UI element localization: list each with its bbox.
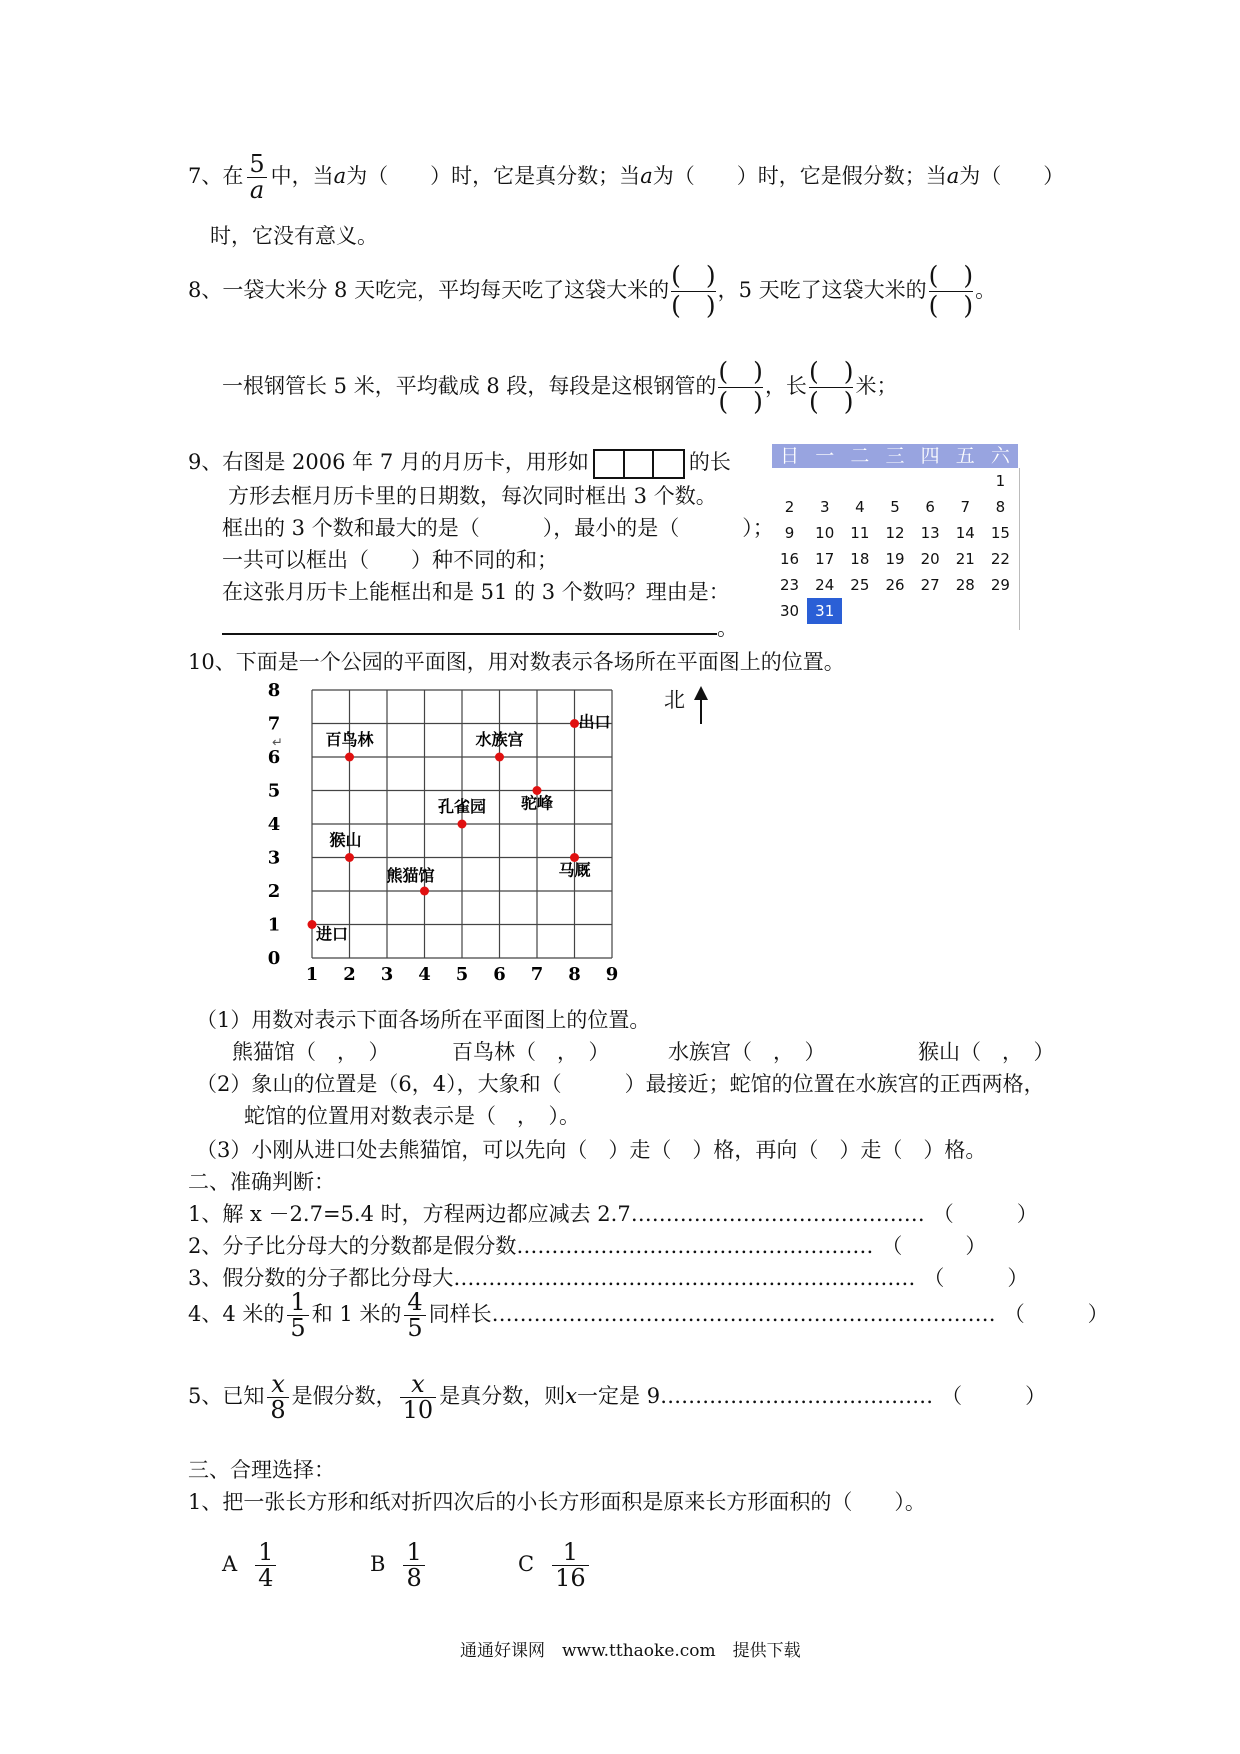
y-tick-label: 6 (267, 747, 281, 768)
calendar-day-31: 31 (807, 598, 842, 624)
place-dot (420, 887, 429, 896)
q9-line5: 在这张月历卡上能框出和是 51 的 3 个数吗？理由是： (222, 580, 730, 604)
place-label: 熊猫馆 (386, 866, 435, 885)
park-map (240, 682, 630, 1002)
calendar-day-15: 15 (990, 524, 1010, 542)
q8-blank-fraction-4: ( ) ( ) (808, 357, 854, 416)
stray-mark: ↵ (272, 735, 283, 751)
part2-heading: 二、准确判断： (188, 1170, 335, 1194)
calendar-day-29: 29 (990, 576, 1010, 594)
calendar-day-9: 9 (784, 524, 795, 542)
calendar-day-27: 27 (920, 576, 940, 594)
judge-item-5: 5、已知 $\frac{x}{8}$ 是假分数， $\frac{x}{10}$ 是真分数，则x一定是 9………………………………… （ ） (188, 1370, 1047, 1425)
y-tick-label: 5 (267, 780, 281, 802)
calendar-day-14: 14 (955, 524, 975, 542)
weekday-2: 二 (850, 445, 870, 467)
calendar-day-7: 7 (960, 498, 971, 516)
place-dot (458, 820, 467, 829)
choice-q1: 1、把一张长方形和纸对折四次后的小长方形面积是原来长方形面积的（ ）。 (188, 1490, 926, 1514)
calendar-empty-cell (913, 468, 948, 494)
calendar-divider (1019, 468, 1020, 630)
q9-line4: 一共可以框出（ ）种不同的和； (222, 548, 558, 572)
judge-item-1: 1、解 x －2.7=5.4 时，方程两边都应减去 2.7…………………………………… （ ） (188, 1202, 1038, 1226)
calendar-day-17: 17 (815, 550, 835, 568)
x-tick-label: 1 (305, 964, 319, 985)
calendar-empty-cell (842, 468, 877, 494)
place-label: 驼峰 (520, 793, 554, 813)
q9-line3: 框出的 3 个数和最大的是（ ），最小的是（ ）； (222, 516, 774, 540)
answer-underline (222, 615, 717, 635)
calendar-day-19: 19 (885, 550, 905, 568)
calendar-day-16: 16 (780, 550, 800, 568)
calendar-empty-cell (948, 468, 983, 494)
x-tick-label: 5 (455, 964, 469, 985)
place-dot (345, 853, 354, 862)
north-indicator (664, 684, 712, 724)
q8-line1: 8、一袋大米分 8 天吃完，平均每天吃了这袋大米的 ( ) ( ) ，5 天吃了这袋大米的 ( ) ( ) 。 (188, 261, 997, 320)
y-tick-label: 8 (267, 682, 281, 701)
y-tick-label: 4 (267, 814, 281, 835)
calendar-day-24: 24 (815, 576, 835, 594)
y-tick-label: 7 (267, 713, 281, 735)
q8-blank-fraction-3: ( ) ( ) (718, 357, 763, 416)
calendar-day-25: 25 (850, 576, 870, 594)
calendar-day-4: 4 (855, 498, 865, 516)
q8-blank-fraction-2: ( ) ( ) (928, 261, 974, 320)
choice-option-b: B $\frac{1}{8}$ (370, 1540, 428, 1591)
calendar-empty-cell (877, 468, 912, 494)
three-cell-frame (593, 449, 685, 479)
calendar-day-22: 22 (990, 550, 1010, 568)
calendar-day-3: 3 (819, 498, 830, 516)
north-label: 北 (664, 688, 685, 712)
q10-sub1-item-4: 猴山（ ， ） (918, 1040, 1055, 1064)
q10-sub1: （1）用数对表示下面各场所在平面图上的位置。 (196, 1008, 651, 1032)
calendar-weekday-header (772, 444, 1018, 468)
calendar-day-grid (772, 468, 1018, 624)
q7-fraction: $\frac{5}{a}$ (246, 152, 267, 203)
place-label: 进口 (316, 924, 349, 944)
footer: 通通好课网 www.tthaoke.com 提供下载 (460, 1641, 801, 1661)
x-tick-label: 6 (493, 964, 506, 985)
weekday-4: 四 (920, 445, 940, 467)
x-tick-label: 2 (343, 964, 356, 985)
weekday-6: 六 (990, 445, 1010, 467)
calendar-day-11: 11 (850, 524, 870, 542)
q7-line2: 时，它没有意义。 (210, 224, 378, 248)
calendar-day-21: 21 (955, 550, 975, 568)
place-label: 猴山 (329, 830, 362, 850)
q8-line2: 一根钢管长 5 米，平均截成 8 段，每段是这根钢管的 ( ) ( ) ，长 ( ) ( ) 米； (222, 357, 898, 416)
q10-sub1-item-2: 百鸟林（ ， ） (452, 1040, 610, 1064)
q9-line1: 9、右图是 2006 年 7 月的月历卡，用形如 的长 (188, 446, 731, 479)
calendar-empty-cell (807, 468, 842, 494)
x-tick-label: 4 (418, 964, 431, 985)
calendar-empty-cell (772, 468, 807, 494)
q10-sub2-line2: 蛇馆的位置用对数表示是（ ， ）。 (244, 1104, 580, 1128)
q10-title: 10、下面是一个公园的平面图，用对数表示各场所在平面图上的位置。 (188, 650, 845, 674)
choice-option-c: C $\frac{1}{16}$ (518, 1540, 592, 1591)
x-tick-label: 9 (605, 964, 619, 985)
q10-sub1-item-3: 水族宫（ ， ） (668, 1040, 826, 1064)
judge-item-3: 3、假分数的分子都比分母大………………………………………………………… （ ） (188, 1266, 1029, 1290)
weekday-5: 五 (955, 445, 975, 467)
calendar-day-5: 5 (890, 498, 900, 516)
calendar-day-12: 12 (885, 524, 905, 542)
weekday-3: 三 (885, 445, 905, 467)
calendar-day-1: 1 (995, 472, 1006, 490)
q10-sub2-line1: （2）象山的位置是（6，4），大象和（ ）最接近；蛇馆的位置在水族宫的正西两格， (196, 1072, 1045, 1096)
calendar-day-10: 10 (815, 524, 835, 542)
q10-sub3: （3）小刚从进口处去熊猫馆，可以先向（ ）走（ ）格，再向（ ）走（ ）格。 (196, 1138, 987, 1162)
x-tick-label: 3 (380, 964, 394, 985)
y-tick-label: 2 (267, 881, 281, 902)
place-label: 孔雀园 (437, 797, 487, 816)
place-dot (345, 753, 354, 762)
calendar-day-6: 6 (925, 498, 935, 516)
calendar-day-26: 26 (885, 576, 905, 594)
y-tick-label: 0 (267, 948, 281, 969)
calendar-day-20: 20 (920, 550, 940, 568)
calendar-day-30: 30 (780, 602, 800, 620)
q8-blank-fraction-1: ( ) ( ) (671, 261, 716, 320)
calendar-day-23: 23 (780, 576, 800, 594)
place-dot (495, 753, 504, 762)
x-tick-label: 7 (530, 964, 544, 985)
north-arrow-icon (690, 684, 712, 724)
place-label: 百鸟林 (325, 730, 374, 749)
place-label: 马厩 (558, 860, 591, 880)
place-label: 出口 (578, 712, 611, 732)
calendar-day-2: 2 (784, 498, 795, 516)
x-tick-label: 8 (568, 964, 581, 985)
q9-answer-line: 。 (222, 612, 738, 642)
y-tick-label: 1 (267, 914, 281, 936)
part3-heading: 三、合理选择： (188, 1458, 335, 1482)
calendar-day-13: 13 (920, 524, 940, 542)
weekday-1: 一 (815, 445, 835, 467)
calendar-day-18: 18 (850, 550, 870, 568)
judge-item-4: 4、4 米的 $\frac{1}{5}$ 和 1 米的 $\frac{4}{5}$ 同样长……………………………………………………………… （ ） (188, 1288, 1109, 1343)
q7-line1: 7、在 $\frac{5}{a}$ 中，当a为（ ）时，它是真分数；当a为（ ）时，它是假分数；当a为（ ） (188, 150, 1065, 205)
q9-line2: 方形去框月历卡里的日期数，每次同时框出 3 个数。 (228, 484, 717, 508)
july-2006-calendar (772, 444, 1018, 630)
q10-sub1-item-1: 熊猫馆（ ， ） (232, 1040, 390, 1064)
calendar-day-8: 8 (995, 498, 1006, 516)
place-label: 水族宫 (475, 730, 524, 749)
choice-option-a: A $\frac{1}{4}$ (222, 1540, 279, 1591)
calendar-day-28: 28 (955, 576, 975, 594)
weekday-0: 日 (780, 445, 800, 467)
judge-item-2: 2、分子比分母大的分数都是假分数…………………………………………… （ ） (188, 1234, 987, 1258)
y-tick-label: 3 (267, 847, 281, 869)
